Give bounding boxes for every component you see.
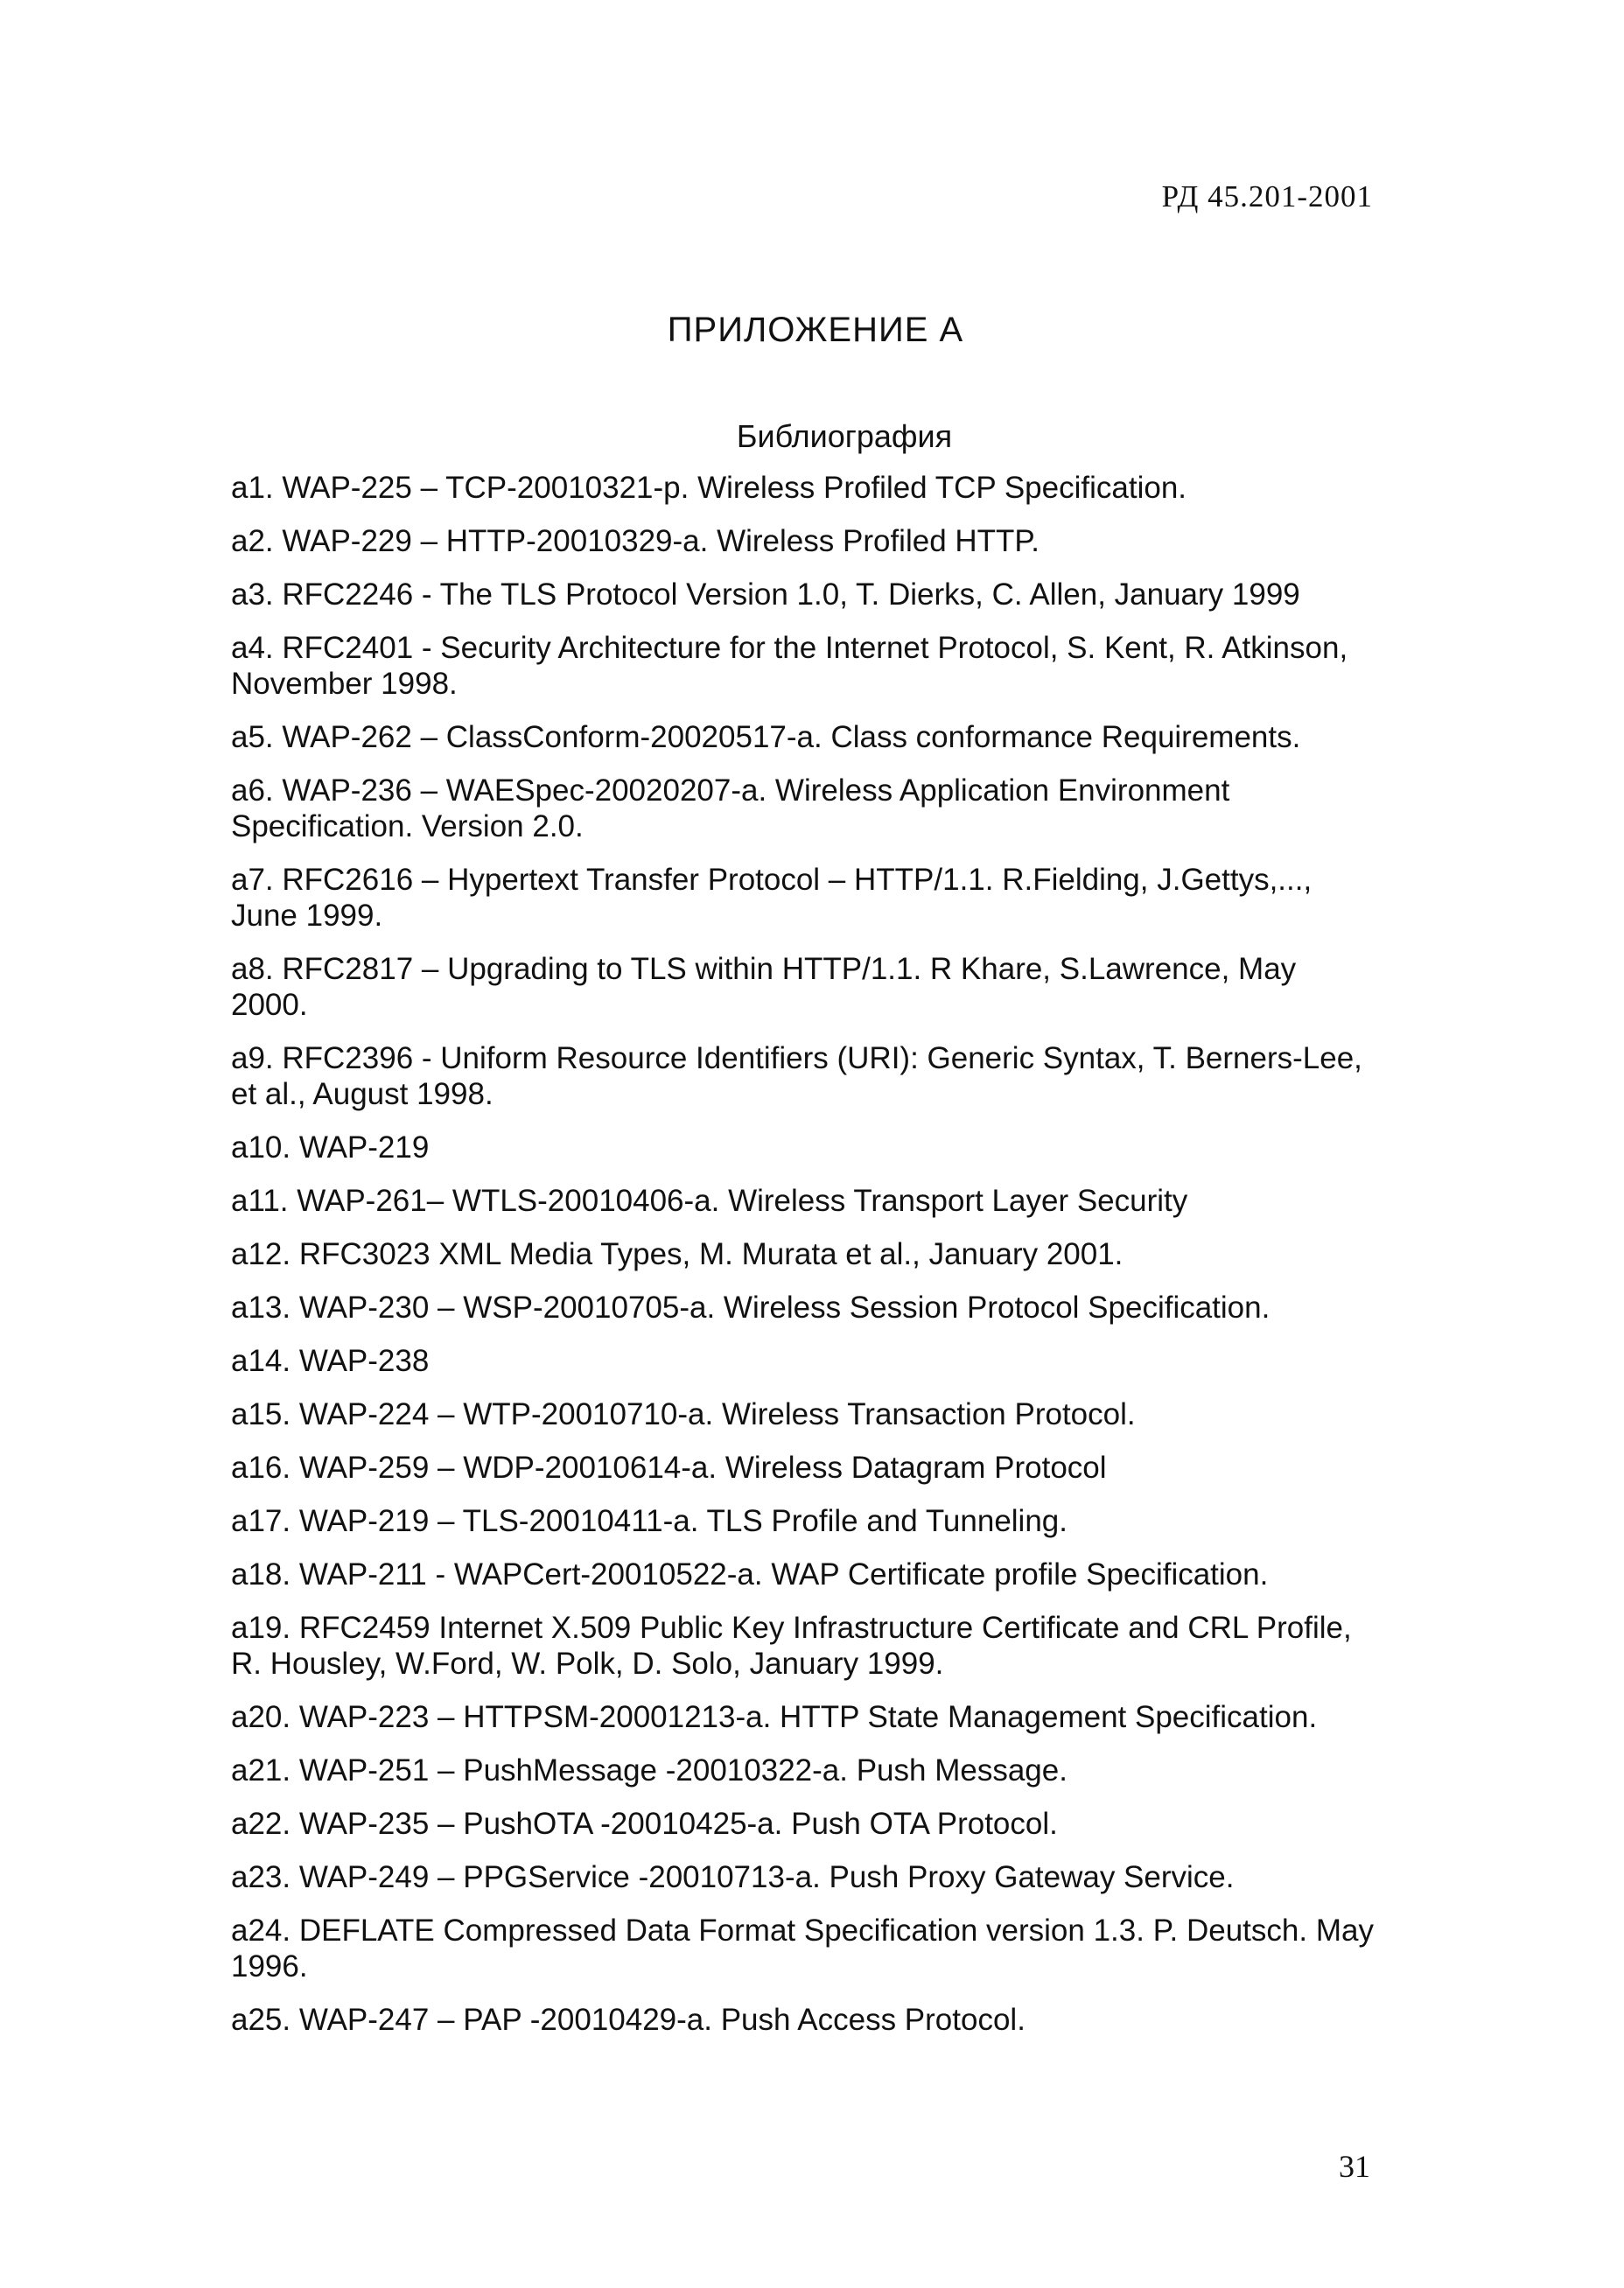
bibliography-entry: a1. WAP-225 – TCP-20010321-p. Wireless Profiled TCP Specification. [231, 471, 1187, 505]
bibliography-entry: a23. WAP-249 – PPGService -20010713-a. Push Proxy Gateway Service. [231, 1860, 1235, 1894]
bibliography-entry: a6. WAP-236 – WAESpec-20020207-a. Wireless Application Environment Specification. Version 2.0. [231, 773, 1230, 843]
bibliography-entry: a10. WAP-219 [231, 1130, 430, 1165]
bibliography-entry: a12. RFC3023 XML Media Types, M. Murata et al., January 2001. [231, 1237, 1124, 1271]
bibliography-entry: a21. WAP-251 – PushMessage -20010322-a. Push Message. [231, 1753, 1068, 1788]
bibliography-list [231, 470, 1377, 2055]
bibliography-entry: a3. RFC2246 - The TLS Protocol Version 1.0, T. Dierks, C. Allen, January 1999 [231, 577, 1300, 612]
bibliography-entry: a13. WAP-230 – WSP-20010705-a. Wireless Session Protocol Specification. [231, 1291, 1270, 1325]
document-code: РД 45.201-2001 [1161, 179, 1373, 213]
bibliography-entry: a2. WAP-229 – HTTP-20010329-a. Wireless Profiled HTTP. [231, 524, 1040, 558]
bibliography-entry: a17. WAP-219 – TLS-20010411-a. TLS Profile and Tunneling. [231, 1504, 1068, 1538]
bibliography-entry: a9. RFC2396 - Uniform Resource Identifiers (URI): Generic Syntax, T. Berners-Lee, et al., August 1998. [231, 1041, 1362, 1111]
section-title: Библиография [736, 418, 953, 454]
bibliography-entry: a15. WAP-224 – WTP-20010710-a. Wireless Transaction Protocol. [231, 1397, 1136, 1431]
bibliography-entry: a4. RFC2401 - Security Architecture for the Internet Protocol, S. Kent, R. Atkinson, November 1998. [231, 631, 1348, 701]
bibliography-entry: a24. DEFLATE Compressed Data Format Specification version 1.3. P. Deutsch. May 1996. [231, 1914, 1374, 1984]
bibliography-entry: a25. WAP-247 – PAP -20010429-a. Push Access Protocol. [231, 2003, 1026, 2037]
bibliography-entry: a16. WAP-259 – WDP-20010614-a. Wireless Datagram Protocol [231, 1451, 1107, 1485]
bibliography-entry: a22. WAP-235 – PushOTA -20010425-a. Push OTA Protocol. [231, 1807, 1058, 1841]
bibliography-entry: a18. WAP-211 - WAPCert-20010522-a. WAP Certificate profile Specification. [231, 1557, 1269, 1592]
bibliography-entry: a11. WAP-261– WTLS-20010406-a. Wireless Transport Layer Security [231, 1184, 1188, 1218]
bibliography-entry: a19. RFC2459 Internet X.509 Public Key Infrastructure Certificate and CRL Profile, R. Housley, W.Ford, W. Polk, D. Solo, January 1999. [231, 1611, 1352, 1681]
page-number: 31 [1339, 2149, 1370, 2184]
bibliography-entry: a8. RFC2817 – Upgrading to TLS within HTTP/1.1. R Khare, S.Lawrence, May 2000. [231, 952, 1297, 1022]
bibliography-entry: a7. RFC2616 – Hypertext Transfer Protocol – HTTP/1.1. R.Fielding, J.Gettys,..., June 1999. [231, 863, 1312, 933]
bibliography-entry: a20. WAP-223 – HTTPSM-20001213-a. HTTP State Management Specification. [231, 1700, 1318, 1734]
appendix-title: ПРИЛОЖЕНИЕ А [667, 311, 964, 349]
bibliography-entry: a14. WAP-238 [231, 1344, 430, 1378]
bibliography-entry: a5. WAP-262 – ClassConform-20020517-a. Class conformance Requirements. [231, 720, 1301, 754]
